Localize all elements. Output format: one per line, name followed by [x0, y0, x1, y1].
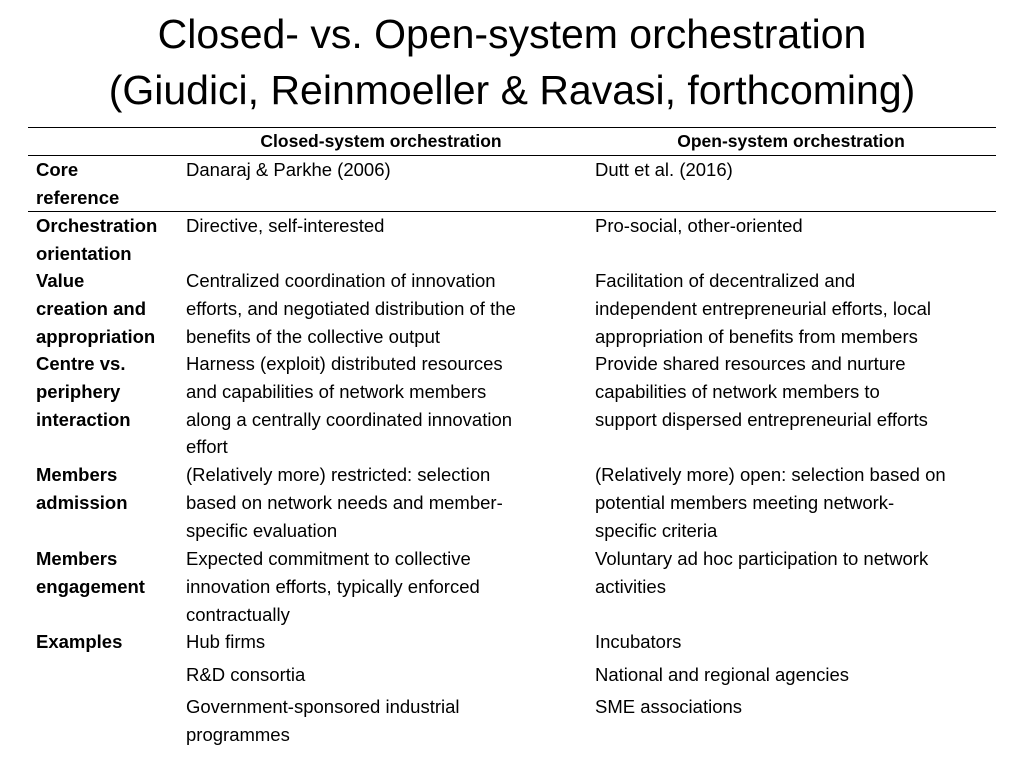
- row-label-core-reference: Core reference: [36, 159, 120, 208]
- closed-value-creation: Centralized coordination of innovation efforts, and negotiated distribution of the benefits of the collective output: [186, 270, 516, 347]
- row-label-members-admission: Members admission: [36, 464, 128, 513]
- closed-example-3: Government-sponsored industrial programmes: [186, 696, 460, 745]
- row-label-value-creation: Value creation and appropriation: [36, 270, 156, 347]
- closed-centre-periphery: Harness (exploit) distributed resources and capabilities of network members along a centrally coordinated innovation effort: [186, 353, 513, 458]
- title-line-1: Closed- vs. Open-system orchestration: [157, 11, 867, 57]
- open-members-admission: (Relatively more) open: selection based on potential members meeting network- specific criteria: [595, 464, 946, 541]
- row-label-centre-periphery: Centre vs. periphery interaction: [36, 353, 131, 430]
- header-closed-system: Closed-system orchestration: [260, 131, 502, 151]
- open-example-2: National and regional agencies: [595, 664, 850, 685]
- open-example-3: SME associations: [595, 696, 743, 717]
- open-value-creation: Facilitation of decentralized and independent entrepreneurial efforts, local appropriation of benefits from members: [595, 270, 931, 347]
- closed-members-admission: (Relatively more) restricted: selection based on network needs and member- specific evaluation: [186, 464, 503, 541]
- closed-example-2: R&D consortia: [186, 664, 306, 685]
- open-centre-periphery: Provide shared resources and nurture capabilities of network members to support dispersed entrepreneurial efforts: [595, 353, 928, 430]
- row-label-orchestration-orientation: Orchestration orientation: [36, 215, 158, 264]
- open-example-1: Incubators: [595, 631, 682, 652]
- closed-orchestration-orientation: Directive, self-interested: [186, 215, 385, 236]
- row-label-members-engagement: Members engagement: [36, 548, 145, 597]
- slide-title: [0, 6, 1024, 118]
- closed-core-reference: Danaraj & Parkhe (2006): [186, 159, 391, 180]
- row-label-examples: Examples: [36, 631, 123, 652]
- header-open-system: Open-system orchestration: [677, 131, 905, 151]
- table-top-rule: [28, 127, 996, 128]
- open-orchestration-orientation: Pro-social, other-oriented: [595, 215, 803, 236]
- open-members-engagement: Voluntary ad hoc participation to network activities: [595, 548, 929, 597]
- closed-example-1: Hub firms: [186, 631, 266, 652]
- closed-members-engagement: Expected commitment to collective innovation efforts, typically enforced contractually: [186, 548, 480, 625]
- open-core-reference: Dutt et al. (2016): [595, 159, 733, 180]
- title-line-2: (Giudici, Reinmoeller & Ravasi, forthcoming): [108, 67, 916, 113]
